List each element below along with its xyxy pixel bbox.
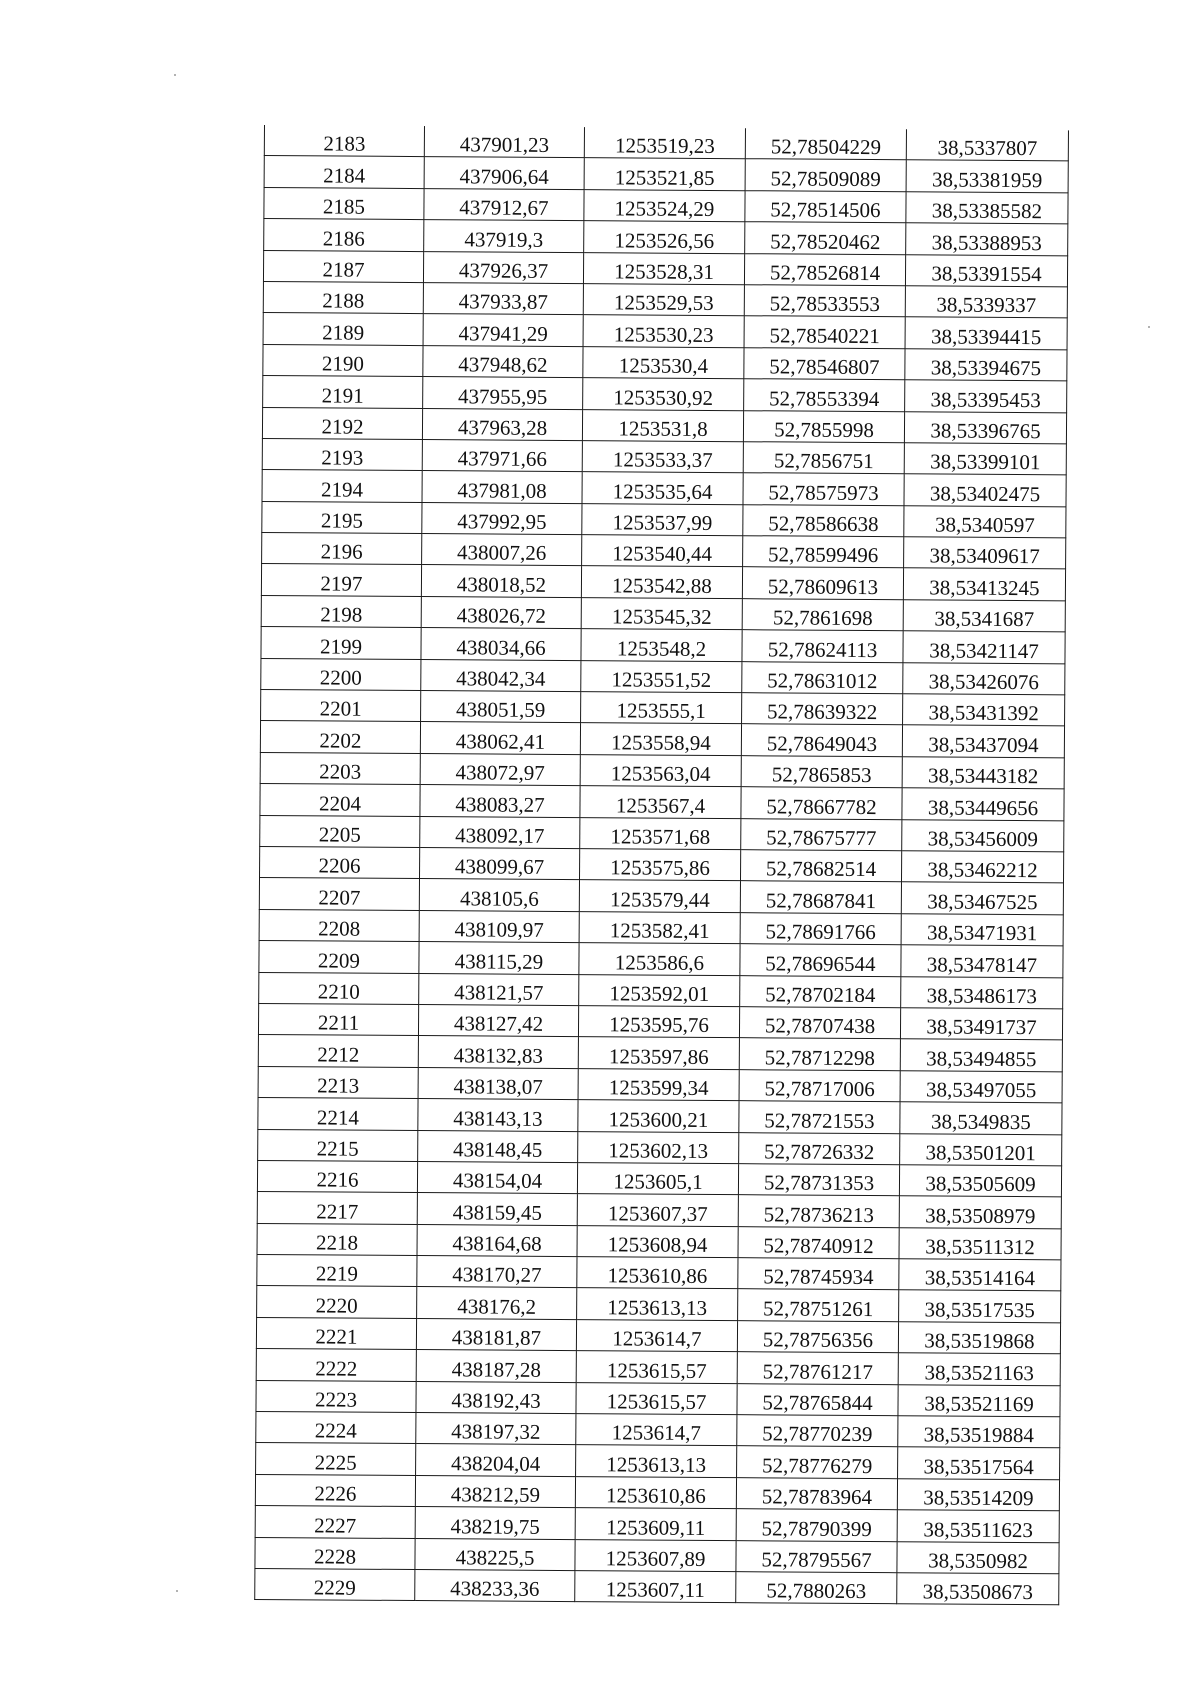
- point-number-cell: 2194: [262, 470, 422, 502]
- scan-speck: [174, 74, 176, 76]
- point-number-cell: 2197: [261, 564, 421, 596]
- latitude-cell: 52,78526814: [744, 253, 905, 285]
- point-number-cell: 2212: [258, 1035, 418, 1067]
- point-number-cell: 2229: [255, 1568, 415, 1600]
- y-coordinate-cell: 1253540,44: [582, 535, 743, 567]
- longitude-cell: 38,53409617: [904, 537, 1066, 569]
- x-coordinate-cell: 438115,29: [419, 942, 579, 974]
- x-coordinate-cell: 438034,66: [421, 628, 581, 660]
- y-coordinate-cell: 1253615,57: [576, 1382, 737, 1414]
- x-coordinate-cell: 438181,87: [416, 1318, 576, 1350]
- y-coordinate-cell: 1253613,13: [577, 1288, 738, 1320]
- longitude-cell: 38,53514209: [897, 1479, 1059, 1511]
- x-coordinate-cell: 437912,67: [424, 188, 584, 220]
- y-coordinate-cell: 1253582,41: [579, 911, 740, 943]
- point-number-cell: 2208: [259, 909, 419, 941]
- point-number-cell: 2192: [262, 407, 422, 439]
- latitude-cell: 52,78726332: [739, 1132, 900, 1164]
- x-coordinate-cell: 438062,41: [420, 722, 580, 754]
- latitude-cell: 52,78721553: [739, 1101, 900, 1133]
- latitude-cell: 52,7865853: [741, 755, 902, 787]
- point-number-cell: 2227: [255, 1506, 415, 1538]
- latitude-cell: 52,78712298: [739, 1038, 900, 1070]
- latitude-cell: 52,78740912: [738, 1226, 899, 1258]
- y-coordinate-cell: 1253529,53: [583, 284, 744, 316]
- longitude-cell: 38,53467525: [901, 882, 1063, 914]
- latitude-cell: 52,7855998: [743, 410, 904, 442]
- latitude-cell: 52,78702184: [740, 975, 901, 1007]
- y-coordinate-cell: 1253595,76: [578, 1006, 739, 1038]
- x-coordinate-cell: 437906,64: [424, 157, 584, 189]
- latitude-cell: 52,78649043: [741, 724, 902, 756]
- latitude-cell: 52,7856751: [743, 442, 904, 474]
- longitude-cell: 38,53508673: [897, 1573, 1059, 1605]
- point-number-cell: 2193: [262, 438, 422, 470]
- point-number-cell: 2196: [262, 533, 422, 565]
- latitude-cell: 52,78795567: [736, 1540, 897, 1572]
- point-number-cell: 2217: [257, 1192, 417, 1224]
- longitude-cell: 38,5350982: [897, 1541, 1059, 1573]
- x-coordinate-cell: 438197,32: [416, 1413, 576, 1445]
- y-coordinate-cell: 1253542,88: [581, 566, 742, 598]
- y-coordinate-cell: 1253567,4: [580, 786, 741, 818]
- y-coordinate-cell: 1253609,11: [575, 1508, 736, 1540]
- x-coordinate-cell: 437992,95: [422, 502, 582, 534]
- latitude-cell: 52,7861698: [742, 599, 903, 631]
- longitude-cell: 38,53402475: [904, 474, 1066, 506]
- x-coordinate-cell: 437919,3: [424, 220, 584, 252]
- longitude-cell: 38,53388953: [906, 223, 1068, 255]
- longitude-cell: 38,53519884: [898, 1416, 1060, 1448]
- longitude-cell: 38,53462212: [901, 851, 1063, 883]
- point-number-cell: 2206: [260, 846, 420, 878]
- longitude-cell: 38,53517564: [898, 1447, 1060, 1479]
- latitude-cell: 52,78675777: [741, 818, 902, 850]
- x-coordinate-cell: 438148,45: [418, 1130, 578, 1162]
- y-coordinate-cell: 1253575,86: [579, 849, 740, 881]
- point-number-cell: 2183: [264, 125, 424, 157]
- x-coordinate-cell: 438170,27: [417, 1256, 577, 1288]
- longitude-cell: 38,53381959: [906, 160, 1068, 192]
- y-coordinate-cell: 1253530,4: [583, 346, 744, 378]
- point-number-cell: 2205: [260, 815, 420, 847]
- point-number-cell: 2204: [260, 784, 420, 816]
- longitude-cell: 38,53394675: [905, 348, 1067, 380]
- point-number-cell: 2226: [255, 1474, 415, 1506]
- y-coordinate-cell: 1253530,23: [583, 315, 744, 347]
- x-coordinate-cell: 437948,62: [423, 345, 583, 377]
- longitude-cell: 38,53505609: [899, 1165, 1061, 1197]
- longitude-cell: 38,5349835: [900, 1102, 1062, 1134]
- y-coordinate-cell: 1253613,13: [576, 1445, 737, 1477]
- latitude-cell: 52,78717006: [739, 1069, 900, 1101]
- latitude-cell: 52,78631012: [742, 661, 903, 693]
- y-coordinate-cell: 1253563,04: [580, 754, 741, 786]
- longitude-cell: 38,53486173: [901, 976, 1063, 1008]
- latitude-cell: 52,78586638: [743, 504, 904, 536]
- point-number-cell: 2210: [259, 972, 419, 1004]
- longitude-cell: 38,5339337: [905, 286, 1067, 318]
- point-number-cell: 2189: [263, 313, 423, 345]
- longitude-cell: 38,53449656: [902, 788, 1064, 820]
- x-coordinate-cell: 438187,28: [416, 1350, 576, 1382]
- x-coordinate-cell: 437933,87: [423, 283, 583, 315]
- point-number-cell: 2218: [257, 1223, 417, 1255]
- longitude-cell: 38,53413245: [903, 568, 1065, 600]
- point-number-cell: 2202: [260, 721, 420, 753]
- longitude-cell: 38,53511623: [897, 1510, 1059, 1542]
- x-coordinate-cell: 438132,83: [418, 1036, 578, 1068]
- x-coordinate-cell: 438143,13: [418, 1099, 578, 1131]
- x-coordinate-cell: 437971,66: [422, 439, 582, 471]
- latitude-cell: 52,78609613: [742, 567, 903, 599]
- y-coordinate-cell: 1253608,94: [577, 1225, 738, 1257]
- x-coordinate-cell: 438042,34: [421, 659, 581, 691]
- y-coordinate-cell: 1253605,1: [577, 1162, 738, 1194]
- longitude-cell: 38,53519868: [898, 1322, 1060, 1354]
- longitude-cell: 38,53494855: [900, 1039, 1062, 1071]
- x-coordinate-cell: 438109,97: [419, 910, 579, 942]
- point-number-cell: 2216: [257, 1160, 417, 1192]
- latitude-cell: 52,78599496: [743, 536, 904, 568]
- latitude-cell: 52,78691766: [740, 912, 901, 944]
- longitude-cell: 38,53431392: [903, 694, 1065, 726]
- y-coordinate-cell: 1253528,31: [583, 252, 744, 284]
- point-number-cell: 2195: [262, 501, 422, 533]
- y-coordinate-cell: 1253602,13: [578, 1131, 739, 1163]
- longitude-cell: 38,53426076: [903, 662, 1065, 694]
- y-coordinate-cell: 1253607,11: [575, 1571, 736, 1603]
- point-number-cell: 2198: [261, 595, 421, 627]
- latitude-cell: 52,78533553: [744, 285, 905, 317]
- point-number-cell: 2187: [263, 250, 423, 282]
- point-number-cell: 2203: [260, 752, 420, 784]
- x-coordinate-cell: 438051,59: [421, 691, 581, 723]
- x-coordinate-cell: 437981,08: [422, 471, 582, 503]
- point-number-cell: 2186: [264, 219, 424, 251]
- point-number-cell: 2228: [255, 1537, 415, 1569]
- scan-speck: [1148, 326, 1150, 328]
- point-number-cell: 2211: [258, 1003, 418, 1035]
- longitude-cell: 38,53508979: [899, 1196, 1061, 1228]
- latitude-cell: 52,78667782: [741, 787, 902, 819]
- x-coordinate-cell: 438159,45: [417, 1193, 577, 1225]
- point-number-cell: 2222: [256, 1349, 416, 1381]
- x-coordinate-cell: 437926,37: [423, 251, 583, 283]
- longitude-cell: 38,5341687: [903, 600, 1065, 632]
- y-coordinate-cell: 1253526,56: [584, 221, 745, 253]
- longitude-cell: 38,53421147: [903, 631, 1065, 663]
- y-coordinate-cell: 1253592,01: [579, 974, 740, 1006]
- y-coordinate-cell: 1253545,32: [581, 597, 742, 629]
- x-coordinate-cell: 438121,57: [419, 973, 579, 1005]
- point-number-cell: 2199: [261, 627, 421, 659]
- latitude-cell: 52,7880263: [736, 1572, 897, 1604]
- point-number-cell: 2188: [263, 281, 423, 313]
- y-coordinate-cell: 1253533,37: [582, 441, 743, 473]
- y-coordinate-cell: 1253614,7: [576, 1319, 737, 1351]
- x-coordinate-cell: 438154,04: [417, 1161, 577, 1193]
- longitude-cell: 38,53394415: [905, 317, 1067, 349]
- longitude-cell: 38,5340597: [904, 505, 1066, 537]
- x-coordinate-cell: 437941,29: [423, 314, 583, 346]
- y-coordinate-cell: 1253530,92: [583, 378, 744, 410]
- latitude-cell: 52,78756356: [737, 1321, 898, 1353]
- latitude-cell: 52,78682514: [740, 850, 901, 882]
- point-number-cell: 2225: [256, 1443, 416, 1475]
- coordinates-table: [254, 125, 1069, 1606]
- latitude-cell: 52,78731353: [738, 1164, 899, 1196]
- x-coordinate-cell: 438007,26: [422, 534, 582, 566]
- y-coordinate-cell: 1253607,37: [577, 1194, 738, 1226]
- y-coordinate-cell: 1253555,1: [581, 692, 742, 724]
- point-number-cell: 2220: [257, 1286, 417, 1318]
- y-coordinate-cell: 1253519,23: [584, 127, 745, 159]
- longitude-cell: 38,53399101: [904, 443, 1066, 475]
- x-coordinate-cell: 438164,68: [417, 1224, 577, 1256]
- x-coordinate-cell: 438105,6: [419, 879, 579, 911]
- x-coordinate-cell: 438072,97: [420, 753, 580, 785]
- longitude-cell: 38,53478147: [901, 945, 1063, 977]
- table-body: [255, 125, 1069, 1605]
- x-coordinate-cell: 438204,04: [416, 1444, 576, 1476]
- longitude-cell: 38,53471931: [901, 914, 1063, 946]
- latitude-cell: 52,78504229: [745, 128, 906, 160]
- longitude-cell: 38,53437094: [902, 725, 1064, 757]
- point-number-cell: 2200: [261, 658, 421, 690]
- point-number-cell: 2221: [256, 1317, 416, 1349]
- scan-speck: [176, 1590, 178, 1592]
- x-coordinate-cell: 437955,95: [423, 377, 583, 409]
- x-coordinate-cell: 438233,36: [415, 1570, 575, 1602]
- y-coordinate-cell: 1253615,57: [576, 1351, 737, 1383]
- point-number-cell: 2215: [258, 1129, 418, 1161]
- longitude-cell: 38,53396765: [904, 411, 1066, 443]
- x-coordinate-cell: 438018,52: [421, 565, 581, 597]
- latitude-cell: 52,78624113: [742, 630, 903, 662]
- latitude-cell: 52,78745934: [738, 1258, 899, 1290]
- longitude-cell: 38,53521163: [898, 1353, 1060, 1385]
- point-number-cell: 2184: [264, 156, 424, 188]
- y-coordinate-cell: 1253610,86: [575, 1476, 736, 1508]
- y-coordinate-cell: 1253524,29: [584, 189, 745, 221]
- latitude-cell: 52,78707438: [739, 1007, 900, 1039]
- longitude-cell: 38,53391554: [905, 254, 1067, 286]
- x-coordinate-cell: 438219,75: [415, 1507, 575, 1539]
- point-number-cell: 2209: [259, 941, 419, 973]
- longitude-cell: 38,5337807: [906, 129, 1068, 161]
- y-coordinate-cell: 1253558,94: [580, 723, 741, 755]
- longitude-cell: 38,53511312: [899, 1227, 1061, 1259]
- y-coordinate-cell: 1253531,8: [582, 409, 743, 441]
- longitude-cell: 38,53443182: [902, 757, 1064, 789]
- y-coordinate-cell: 1253537,99: [582, 503, 743, 535]
- x-coordinate-cell: 438026,72: [421, 596, 581, 628]
- x-coordinate-cell: 438176,2: [417, 1287, 577, 1319]
- y-coordinate-cell: 1253610,86: [577, 1257, 738, 1289]
- x-coordinate-cell: 437963,28: [422, 408, 582, 440]
- x-coordinate-cell: 438083,27: [420, 785, 580, 817]
- y-coordinate-cell: 1253521,85: [584, 158, 745, 190]
- y-coordinate-cell: 1253607,89: [575, 1539, 736, 1571]
- latitude-cell: 52,78540221: [744, 316, 905, 348]
- latitude-cell: 52,78736213: [738, 1195, 899, 1227]
- latitude-cell: 52,78770239: [737, 1415, 898, 1447]
- y-coordinate-cell: 1253535,64: [582, 472, 743, 504]
- x-coordinate-cell: 437901,23: [424, 126, 584, 158]
- point-number-cell: 2214: [258, 1098, 418, 1130]
- latitude-cell: 52,78761217: [737, 1352, 898, 1384]
- point-number-cell: 2190: [263, 344, 423, 376]
- longitude-cell: 38,53521169: [898, 1384, 1060, 1416]
- point-number-cell: 2224: [256, 1411, 416, 1443]
- x-coordinate-cell: 438099,67: [420, 848, 580, 880]
- latitude-cell: 52,78783964: [736, 1477, 897, 1509]
- longitude-cell: 38,53517535: [899, 1290, 1061, 1322]
- point-number-cell: 2223: [256, 1380, 416, 1412]
- x-coordinate-cell: 438127,42: [418, 1004, 578, 1036]
- longitude-cell: 38,53491737: [900, 1008, 1062, 1040]
- latitude-cell: 52,78687841: [740, 881, 901, 913]
- longitude-cell: 38,53456009: [902, 819, 1064, 851]
- y-coordinate-cell: 1253551,52: [581, 660, 742, 692]
- longitude-cell: 38,53395453: [905, 380, 1067, 412]
- x-coordinate-cell: 438212,59: [415, 1475, 575, 1507]
- longitude-cell: 38,53514164: [899, 1259, 1061, 1291]
- y-coordinate-cell: 1253548,2: [581, 629, 742, 661]
- latitude-cell: 52,78790399: [736, 1509, 897, 1541]
- latitude-cell: 52,78514506: [745, 190, 906, 222]
- latitude-cell: 52,78751261: [738, 1289, 899, 1321]
- y-coordinate-cell: 1253571,68: [580, 817, 741, 849]
- point-number-cell: 2207: [259, 878, 419, 910]
- y-coordinate-cell: 1253600,21: [578, 1100, 739, 1132]
- point-number-cell: 2191: [263, 376, 423, 408]
- y-coordinate-cell: 1253579,44: [579, 880, 740, 912]
- longitude-cell: 38,53385582: [906, 192, 1068, 224]
- latitude-cell: 52,78776279: [737, 1446, 898, 1478]
- x-coordinate-cell: 438092,17: [420, 816, 580, 848]
- point-number-cell: 2219: [257, 1255, 417, 1287]
- latitude-cell: 52,78765844: [737, 1383, 898, 1415]
- latitude-cell: 52,78696544: [740, 944, 901, 976]
- latitude-cell: 52,78520462: [745, 222, 906, 254]
- y-coordinate-cell: 1253614,7: [576, 1414, 737, 1446]
- table-row: [255, 1568, 1059, 1605]
- longitude-cell: 38,53501201: [900, 1133, 1062, 1165]
- point-number-cell: 2185: [264, 187, 424, 219]
- latitude-cell: 52,78639322: [742, 693, 903, 725]
- latitude-cell: 52,78546807: [744, 347, 905, 379]
- x-coordinate-cell: 438225,5: [415, 1538, 575, 1570]
- x-coordinate-cell: 438138,07: [418, 1067, 578, 1099]
- y-coordinate-cell: 1253586,6: [579, 943, 740, 975]
- point-number-cell: 2213: [258, 1066, 418, 1098]
- longitude-cell: 38,53497055: [900, 1070, 1062, 1102]
- latitude-cell: 52,78553394: [744, 379, 905, 411]
- y-coordinate-cell: 1253597,86: [578, 1037, 739, 1069]
- y-coordinate-cell: 1253599,34: [578, 1068, 739, 1100]
- latitude-cell: 52,78509089: [745, 159, 906, 191]
- latitude-cell: 52,78575973: [743, 473, 904, 505]
- x-coordinate-cell: 438192,43: [416, 1381, 576, 1413]
- point-number-cell: 2201: [261, 690, 421, 722]
